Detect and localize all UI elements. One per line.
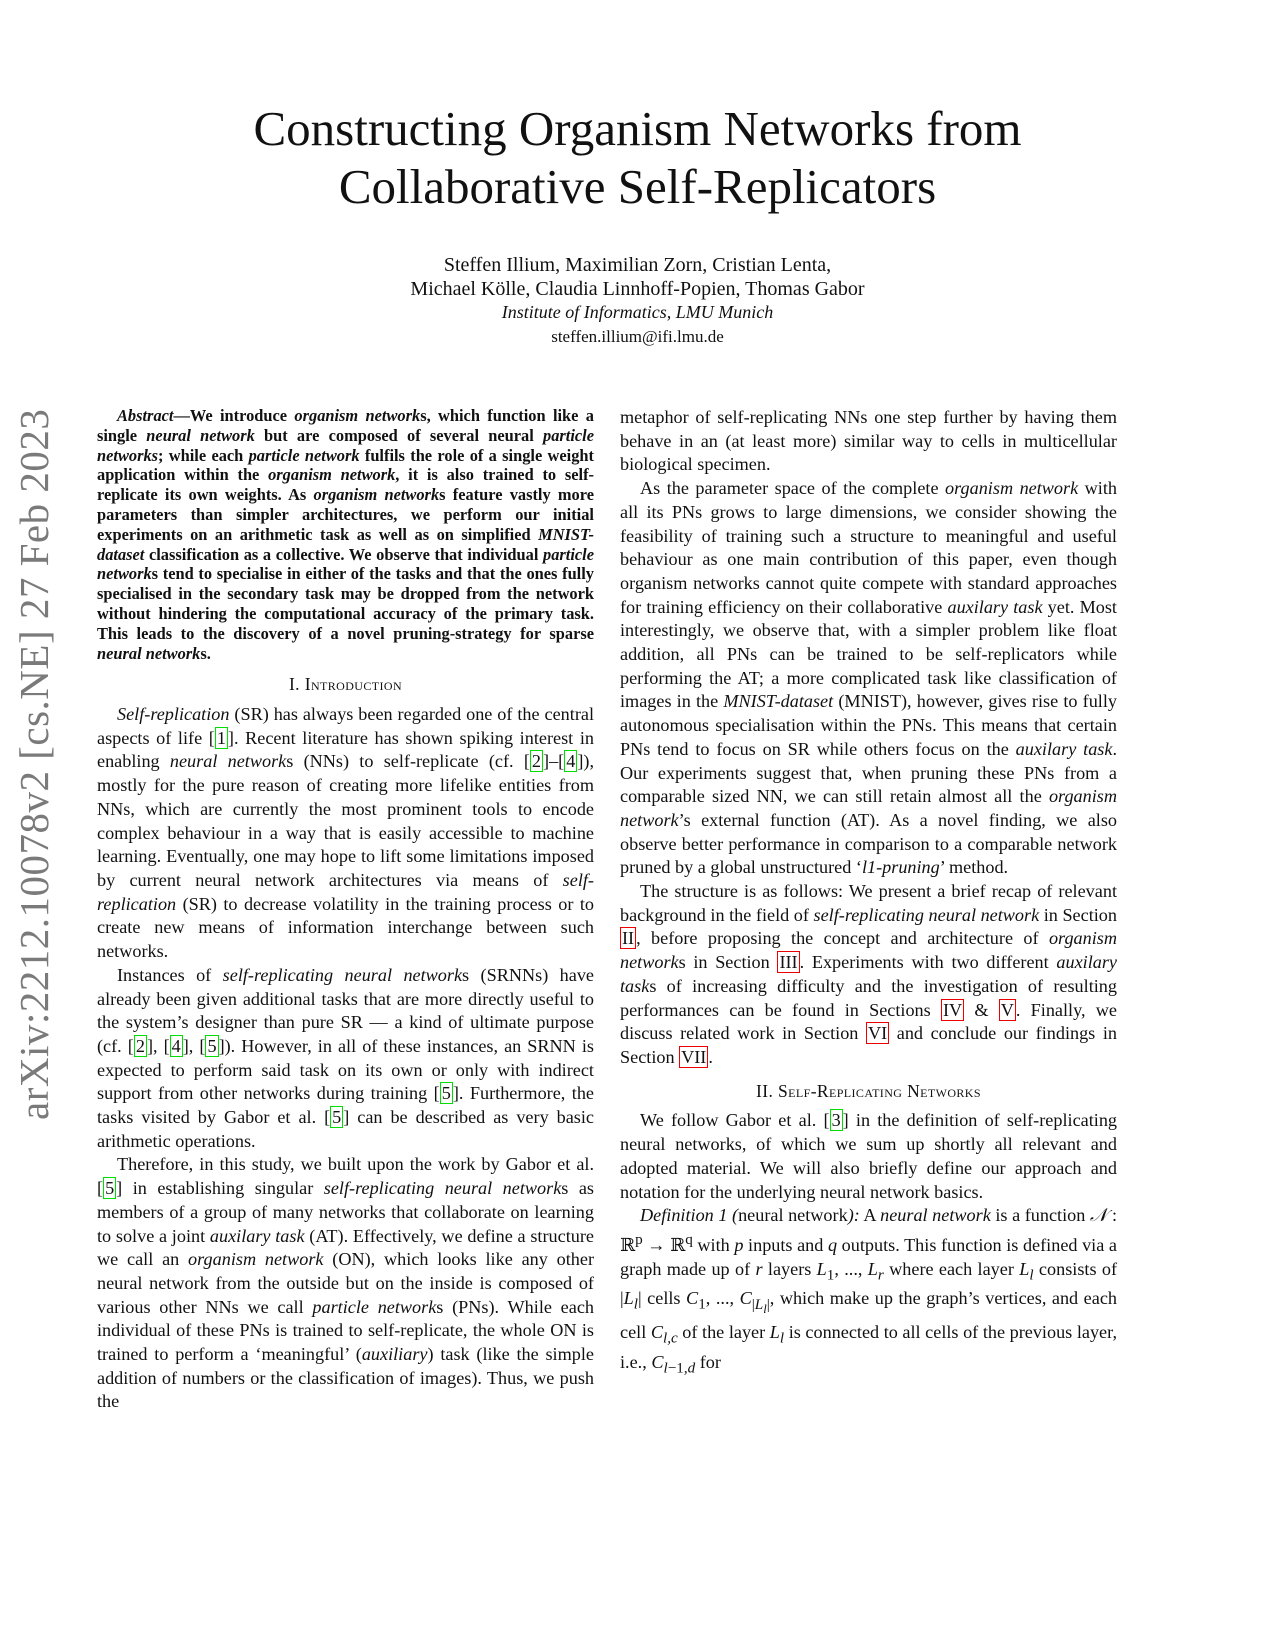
paragraph: The structure is as follows: We present a brief recap of relevant background in the field of self-replicating neural network in Section II , before proposing the concept and architecture of organism networks in Section III . Experiments with two different auxilary tasks of increasing difficulty and the investigation of resulting performances can be found in Sections IV & V . Finally, we discuss related work in Section VI and conclude our findings in Section VII . bbox=[620, 881, 1117, 1067]
section-link[interactable]: III bbox=[779, 952, 798, 973]
author-email[interactable]: steffen.illium@ifi.lmu.de bbox=[551, 327, 724, 346]
section-link[interactable]: II bbox=[622, 928, 635, 949]
citation-link[interactable]: 2 bbox=[135, 1035, 145, 1056]
citation-link[interactable]: 5 bbox=[105, 1178, 115, 1199]
paper-title bbox=[0, 100, 1275, 216]
arxiv-identifier-stamp: arXiv:2212.10078v2 [cs.NE] 27 Feb 2023 bbox=[11, 408, 57, 1120]
paragraph: We follow Gabor et al. [ 3 ] in the definition of self-replicating neural networks, of which we sum up shortly all relevant and adopted material. We will also briefly define our approach and notation for the underlying neural network basics. bbox=[620, 1110, 1118, 1202]
citation-link[interactable]: 5 bbox=[332, 1107, 342, 1128]
section-link[interactable]: VII bbox=[681, 1046, 707, 1067]
author-block bbox=[0, 253, 1275, 350]
right-column bbox=[620, 406, 1117, 1380]
citation-link[interactable]: 2 bbox=[531, 751, 542, 772]
title-line-1: Constructing Organism Networks from bbox=[253, 101, 1022, 156]
citation-link[interactable]: 4 bbox=[566, 751, 576, 772]
definition-paragraph: Definition 1 (neural network): A neural network is a function 𝒩 : ℝ$^p$ → ℝ$^q$ with p inputs and q outputs. This function is defined via a graph made up of r layers $L_1$, ..., $L_r$ where each layer $L_l$ consists of $|L_l|$ cells $C_1$, ..., $C_{|L_l|}$, which make up the graph’s vertices, and each cell $C_{l,c}$ of the layer $L_l$ is connected to all cells of the previous layer, i.e., $C_{l-1,d}$ for bbox=[620, 1205, 1118, 1377]
section-link[interactable]: VI bbox=[867, 1023, 888, 1044]
affiliation: Institute of Informatics, LMU Munich bbox=[501, 302, 774, 322]
citation-link[interactable]: 4 bbox=[171, 1035, 181, 1056]
paragraph: Self-replication (SR) has always been regarded one of the central aspects of life [ 1 ]. Recent literature has shown spiking interest in enabling neural networks (NNs) to self-replicate (cf. [ 2 ]–[ 4 ]), mostly for the pure reason of creating more lifelike entities from NNs, which are currently the most prominent tools to encode complex behaviour in a way that is easily accessible to machine learning. Eventually, one may hope to lift some limitations imposed by current neural network architectures via means of self-replication (SR) to decrease volatility in the training process or to create new means of information interchange between such networks. bbox=[97, 704, 594, 962]
abstract-label: Abstract bbox=[117, 406, 174, 425]
left-column bbox=[97, 406, 594, 1414]
paragraph: Instances of self-replicating neural networks (SRNNs) have already been given additional tasks that are more directly useful to the system’s designer than pure SR — a kind of ultimate purpose (cf. [ 2 ], [ 4 ], [ 5 ]). However, in all of these instances, an SRNN is expected to perform said task on its own or only with indirect support from other networks during training [ 5 ]. Furthermore, the tasks visited by Gabor et al. [ 5 ] can be described as very basic arithmetic operations. bbox=[97, 964, 595, 1151]
section-heading-self-replicating-networks: II. Self-Replicating Networks bbox=[756, 1080, 981, 1101]
paragraph: metaphor of self-replicating NNs one step further by having them behave in an (at least more) similar way to cells in multicellular biological specimen. bbox=[620, 407, 1117, 475]
citation-link[interactable]: 5 bbox=[207, 1035, 217, 1056]
citation-link[interactable]: 3 bbox=[831, 1110, 841, 1131]
citation-link[interactable]: 1 bbox=[216, 727, 226, 748]
authors-line-2: Michael Kölle, Claudia Linnhoff-Popien, Thomas Gabor bbox=[410, 278, 865, 300]
authors-line-1: Steffen Illium, Maximilian Zorn, Cristian Lenta, bbox=[443, 254, 832, 276]
paragraph: As the parameter space of the complete organism network with all its PNs grows to large dimensions, we consider showing the feasibility of training such a structure to meaningful and useful behaviour as one main contribution of this paper, even though organism networks cannot quite compete with standard approaches for training efficiency on their collaborative auxilary task yet. Most interestingly, we observe that, with a simpler problem like float addition, all PNs can be trained to be self-replicators while performing the AT; a more complicated task like classification of images in the MNIST-dataset (MNIST), however, gives rise to fully autonomous specialisation within the PNs. This means that certain PNs tend to focus on SR while others focus on the auxilary task. Our experiments suggest that, when pruning these PNs from a comparable sized NN, we can still retain almost all the organism network’s external function (AT). As a novel finding, we also observe better performance in comparison to a comparable network pruned by a global unstructured ‘l1-pruning’ method. bbox=[620, 478, 1118, 878]
section-link[interactable]: IV bbox=[942, 999, 963, 1020]
citation-link[interactable]: 5 bbox=[441, 1083, 451, 1104]
title-line-2: Collaborative Self-Replicators bbox=[338, 159, 937, 214]
section-heading-introduction: I. Introduction bbox=[288, 674, 403, 695]
paragraph: Therefore, in this study, we built upon the work by Gabor et al. [ 5 ] in establishing singular self-replicating neural networks as members of a group of many networks that collaborate on learning to solve a joint auxilary task (AT). Effectively, we define a structure we call an organism network (ON), which looks like any other neural network from the outside but on the inside is composed of various other NNs we call particle networks (PNs). While each individual of these PNs is trained to self-replicate, the whole ON is trained to perform a ‘meaningful’ (auxiliary) task (like the simple addition of numbers or the classification of images). Thus, we push the bbox=[97, 1154, 595, 1412]
abstract: Abstract—We introduce organism networks, which function like a single neural network but are composed of several neural particle networks; while each particle network fulfils the role of a single weight application within the organism network, it is also trained to self-replicate its own weights. As organism networks feature vastly more parameters than simpler architectures, we perform our initial experiments on an arithmetic task as well as on simplified MNIST-dataset classification as a collective. We observe that individual particle networks tend to specialise in either of the tasks and that the ones fully specialised in the secondary task may be dropped from the network without hindering the computational accuracy of the primary task. This leads to the discovery of a novel pruning-strategy for sparse neural networks. bbox=[97, 406, 594, 663]
section-link[interactable]: V bbox=[1000, 999, 1014, 1020]
